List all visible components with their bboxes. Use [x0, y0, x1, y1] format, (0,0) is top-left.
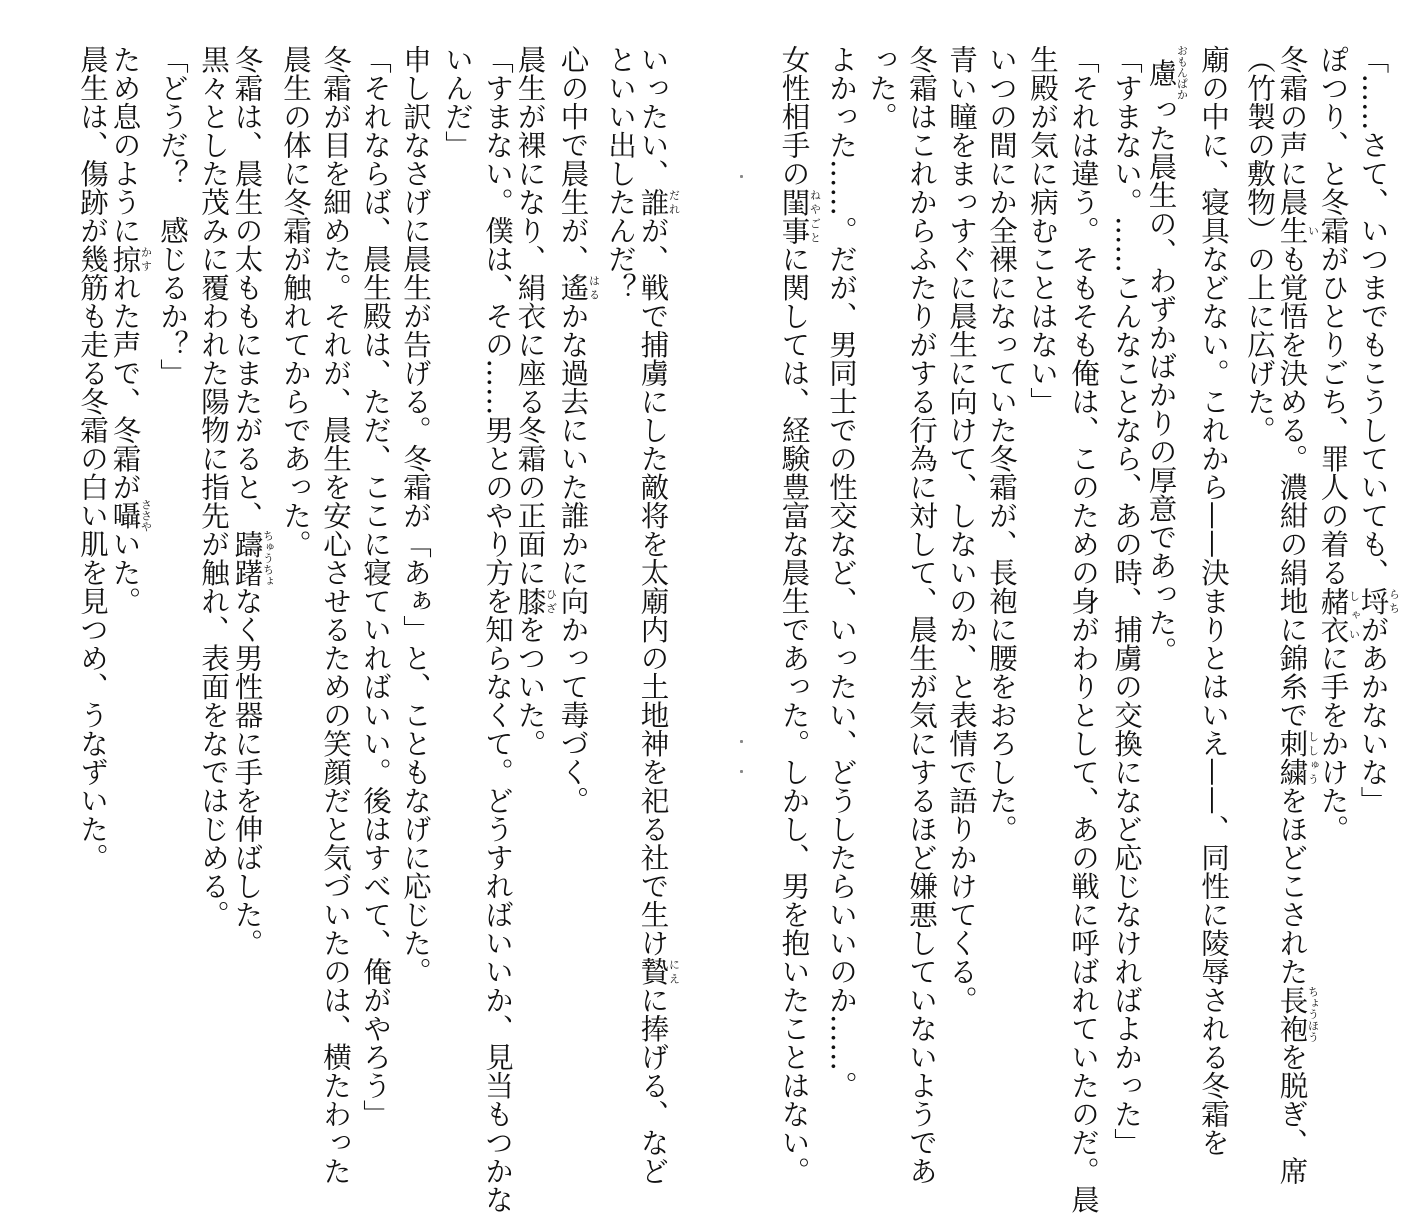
text-column: 晨生の体に冬霜が触れてからであった。: [279, 45, 312, 558]
furigana-reading: にえ: [667, 957, 681, 986]
text-column: いつの間にか全裸になっていた冬霜が、長袍に腰をおろした。: [985, 45, 1018, 843]
furigana: 刺繍ししゅう: [1275, 729, 1320, 786]
text-column: ため息のように掠かすれた声で、冬霜が囁ささやいた。: [108, 45, 153, 615]
furigana-reading: ひざ: [544, 586, 558, 615]
furigana-reading: ししゅう: [1306, 729, 1320, 786]
furigana-reading: らち: [1387, 586, 1401, 615]
text-column: 冬霜が目を細めた。それが、晨生を安心させるための笑顔だと気づいたのは、横たわった: [319, 45, 352, 1185]
furigana: 慮おもんぱか: [1144, 45, 1189, 100]
text-column: 冬霜は、晨生の太ももにまたがると、躊躇ちゅうちょなく男性器に手を伸ばした。: [230, 45, 275, 957]
furigana-reading: おもんぱか: [1175, 45, 1189, 100]
furigana: 閨事ねやごと: [777, 187, 822, 245]
furigana-reading: ちょうほう: [1306, 985, 1320, 1043]
furigana: 贄にえ: [636, 957, 681, 986]
text-column: 「それは違う。そもそも俺は、このための身がわりとして、あの戦に呼ばれていたのだ。晨: [1067, 45, 1100, 1214]
furigana: 掠かす: [108, 244, 153, 273]
separator-dot: [740, 175, 743, 178]
separator-dot: [740, 740, 743, 743]
text-column: [724, 45, 764, 985]
text-column: 心の中で晨生が、遙はるかな過去にいた誰かに向かって毒づく。: [556, 45, 601, 815]
furigana: 長袍ちょうほう: [1275, 985, 1320, 1043]
furigana-reading: かす: [139, 244, 153, 273]
furigana-reading: ささや: [139, 498, 153, 532]
text-column: 申し訳なさげに晨生が告げる。冬霜が「あぁ」と、こともなげに応じた。: [399, 45, 432, 986]
furigana-reading: い: [1306, 216, 1320, 245]
text-column: 「……さて、いつまでもこうしていても、埒らちがあかないな」: [1356, 45, 1401, 815]
text-column: 慮おもんぱかった晨生の、わずかばかりの厚意であった。: [1144, 45, 1189, 665]
text-column: ぽつり、と冬霜がひとりごち、罪人の着る赭衣しゃいに手をかけた。: [1316, 45, 1361, 843]
furigana: 誰だれ: [636, 187, 681, 216]
text-column: （竹製の敷物）の上に広げた。: [1243, 45, 1276, 444]
text-column: 生殿が気に病むことはない」: [1026, 45, 1059, 416]
text-column: いったい、誰だれが、戦で捕虜にした敵将を太廟内の土地神を祀る社で生け贄にえに捧げる、など: [636, 45, 681, 1185]
text-column: った。: [865, 45, 898, 131]
text-column: 「どうだ？ 感じるか？」: [156, 45, 189, 387]
text-column: といい出したんだ？: [604, 45, 637, 302]
furigana: 生い: [1275, 216, 1320, 245]
separator-dot: [740, 770, 743, 773]
furigana-reading: ちゅうちょ: [261, 529, 275, 587]
furigana-reading: はる: [587, 273, 601, 302]
text-column: 女性相手の閨事ねやごとに関しては、経験豊富な晨生であった。しかし、男を抱いたことはない。: [777, 45, 822, 1185]
text-column: 冬霜の声に晨生いも覚悟を決める。濃紺の絹地に錦糸で刺繍ししゅうをほどこされた長袍ちょうほうを脱ぎ、席: [1275, 45, 1320, 1185]
furigana: 囁ささや: [108, 498, 153, 532]
furigana: 赭衣しゃい: [1316, 586, 1361, 644]
text-column: 黒々とした茂みに覆われた陽物に指先が触れ、表面をなではじめる。: [197, 45, 230, 929]
text-column: 晨生は、傷跡が幾筋も走る冬霜の白い肌を見つめ、うなずいた。: [76, 45, 109, 872]
text-column: よかった……。だが、男同士での性交など、いったい、どうしたらいいのか……。: [825, 45, 858, 1100]
text-column: 「それならば、晨生殿は、ただ、ここに寝ていればいい。後はすべて、俺がやろう」: [359, 45, 392, 1128]
furigana-reading: ねやごと: [808, 187, 822, 245]
text-column: 冬霜はこれからふたりがする行為に対して、晨生が気にするほど嫌悪していないようであ: [905, 45, 938, 1185]
text-column: 「すまない。僕は、その……男とのやり方を知らなくて。どうすればいいか、見当もつかな: [481, 45, 514, 1214]
furigana-reading: しゃい: [1347, 586, 1361, 644]
text-column: いんだ」: [441, 45, 474, 159]
furigana-reading: だれ: [667, 187, 681, 216]
text-column: 青い瞳をまっすぐに晨生に向けて、しないのか、と表情で語りかけてくる。: [945, 45, 978, 1014]
text-column: 晨生が裸になり、絹衣に座る冬霜の正面に膝ひざをついた。: [513, 45, 558, 758]
furigana: 遙はる: [556, 273, 601, 302]
furigana: 膝ひざ: [513, 586, 558, 615]
furigana: 埒らち: [1356, 586, 1401, 615]
furigana: 躊躇ちゅうちょ: [230, 529, 275, 587]
text-column: 廟の中に、寝具などない。これから——決まりとはいえ——、同性に陵辱される冬霜を: [1197, 45, 1230, 1157]
text-column: 「すまない。……こんなことなら、あの時、捕虜の交換になど応じなければよかった」: [1110, 45, 1143, 1157]
